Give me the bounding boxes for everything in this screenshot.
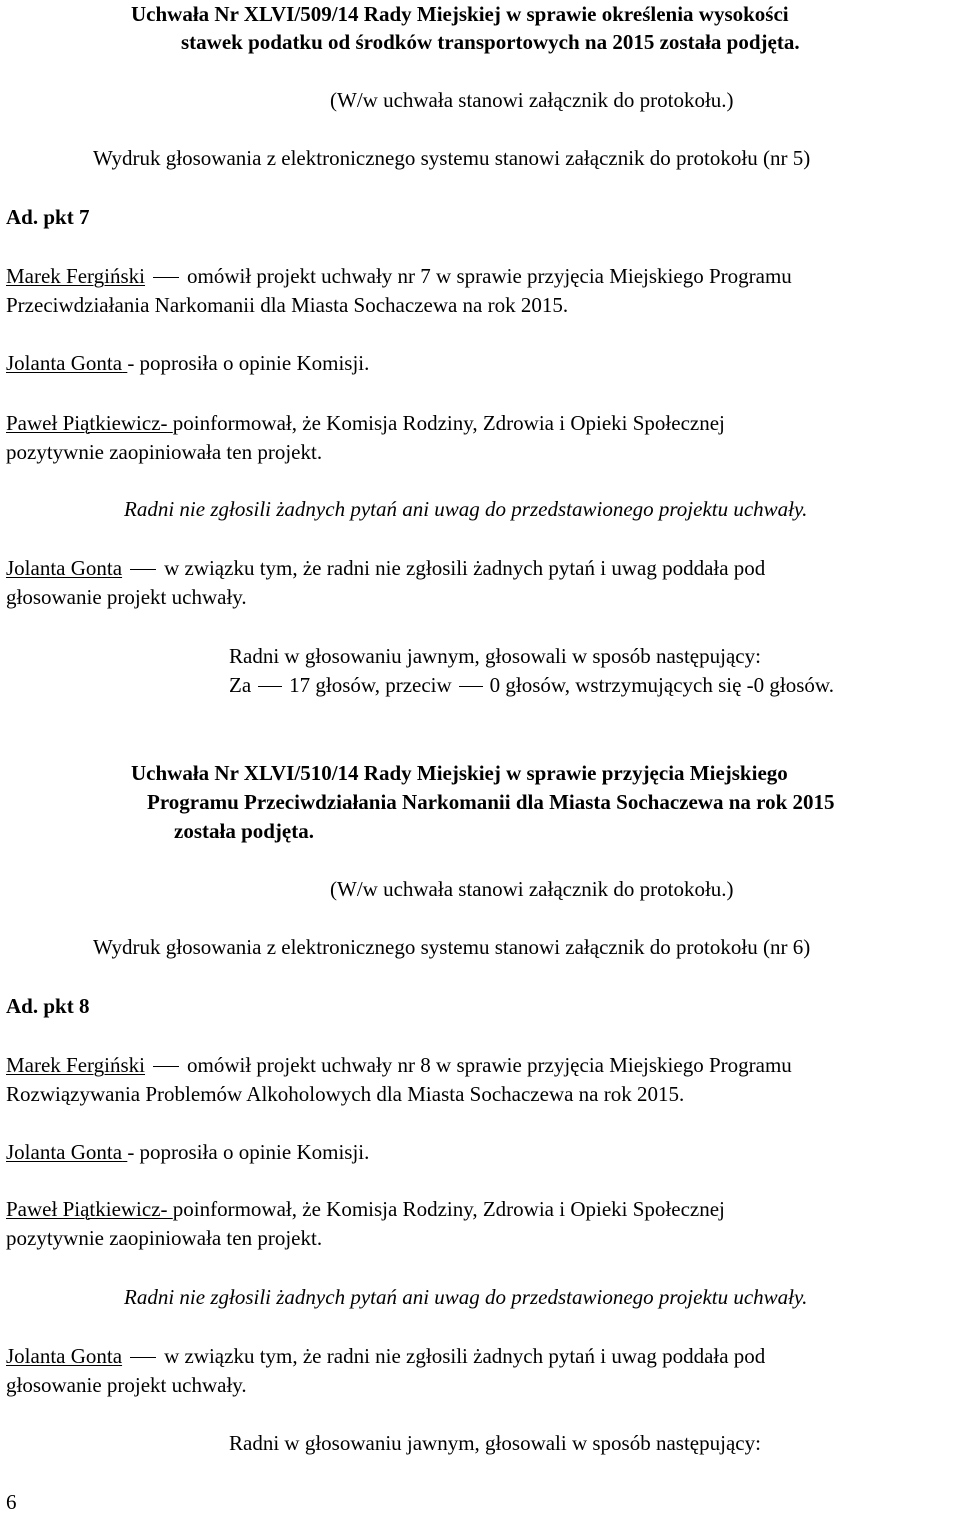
paragraph-text: - poprosiła o opinie Komisji. xyxy=(127,351,370,375)
paragraph-text: - poprosiła o opinie Komisji. xyxy=(127,1140,370,1164)
item-7-paragraph-1-line1 xyxy=(6,264,792,288)
item-7-paragraph-2 xyxy=(6,351,369,375)
item-8-vote-intro: Radni w głosowaniu jawnym, głosowali w sposób następujący: xyxy=(229,1431,761,1455)
vote-abstain: 0 głosów, wstrzymujących się -0 głosów. xyxy=(489,673,834,697)
speaker-name: Marek Fergiński xyxy=(6,264,146,288)
paragraph-text: w związku tym, że radni nie zgłosili żadnych pytań i uwag poddała pod xyxy=(164,1344,766,1368)
speaker-name: Paweł Piątkiewicz- xyxy=(6,411,168,435)
paragraph-text: w związku tym, że radni nie zgłosili żadnych pytań i uwag poddała pod xyxy=(164,556,766,580)
page-number: 6 xyxy=(6,1490,17,1514)
resolution-510-title-line3: została podjęta. xyxy=(174,819,314,843)
vote-for-against: 17 głosów, przeciw xyxy=(289,673,452,697)
item-8-paragraph-4-line1 xyxy=(6,1344,765,1368)
paragraph-text: poinformował, że Komisja Rodziny, Zdrowia i Opieki Społecznej xyxy=(172,1197,725,1221)
item-7-paragraph-4-line2: głosowanie projekt uchwały. xyxy=(6,585,247,609)
item-8-paragraph-3-line2: pozytywnie zaopiniowała ten projekt. xyxy=(6,1226,323,1250)
item-8-paragraph-1-line2: Rozwiązywania Problemów Alkoholowych dla Miasta Sochaczewa na rok 2015. xyxy=(6,1082,685,1106)
annex-note: (W/w uchwała stanowi załącznik do protokołu.) xyxy=(330,88,734,112)
vote-za-label: Za xyxy=(229,673,252,697)
speaker-name: Jolanta Gonta xyxy=(6,351,123,375)
resolution-509-title-line1: Uchwała Nr XLVI/509/14 Rady Miejskiej w sprawie określenia wysokości xyxy=(131,2,789,26)
item-7-paragraph-4-line1 xyxy=(6,556,765,580)
printout-note: Wydruk głosowania z elektronicznego systemu stanowi załącznik do protokołu (nr 5) xyxy=(93,146,811,170)
paragraph-text: poinformował, że Komisja Rodziny, Zdrowia i Opieki Społecznej xyxy=(172,411,725,435)
item-7-no-questions: Radni nie zgłosili żadnych pytań ani uwag do przedstawionego projektu uchwały. xyxy=(124,497,808,521)
item-8-paragraph-3-line1 xyxy=(6,1197,725,1221)
item-8-paragraph-4-line2: głosowanie projekt uchwały. xyxy=(6,1373,247,1397)
item-7-vote-result xyxy=(229,673,834,697)
resolution-509-title-line2: stawek podatku od środków transportowych na 2015 została podjęta. xyxy=(181,30,800,54)
resolution-510-title-line2: Programu Przeciwdziałania Narkomanii dla Miasta Sochaczewa na rok 2015 xyxy=(147,790,835,814)
item-7-paragraph-3-line2: pozytywnie zaopiniowała ten projekt. xyxy=(6,440,323,464)
item-7-paragraph-3-line1 xyxy=(6,411,725,435)
speaker-name: Paweł Piątkiewicz- xyxy=(6,1197,168,1221)
item-8-no-questions: Radni nie zgłosili żadnych pytań ani uwag do przedstawionego projektu uchwały. xyxy=(124,1285,808,1309)
paragraph-text: omówił projekt uchwały nr 7 w sprawie przyjęcia Miejskiego Programu xyxy=(187,264,792,288)
annex-note: (W/w uchwała stanowi załącznik do protokołu.) xyxy=(330,877,734,901)
item-7-heading: Ad. pkt 7 xyxy=(6,205,90,229)
speaker-name: Jolanta Gonta xyxy=(6,556,123,580)
resolution-510-title-line1: Uchwała Nr XLVI/510/14 Rady Miejskiej w sprawie przyjęcia Miejskiego xyxy=(131,761,788,785)
speaker-name: Jolanta Gonta xyxy=(6,1140,123,1164)
item-7-vote-intro: Radni w głosowaniu jawnym, głosowali w sposób następujący: xyxy=(229,644,761,668)
item-8-heading: Ad. pkt 8 xyxy=(6,994,90,1018)
speaker-name: Jolanta Gonta xyxy=(6,1344,123,1368)
item-8-paragraph-2 xyxy=(6,1140,369,1164)
printout-note: Wydruk głosowania z elektronicznego systemu stanowi załącznik do protokołu (nr 6) xyxy=(93,935,811,959)
paragraph-text: omówił projekt uchwały nr 8 w sprawie przyjęcia Miejskiego Programu xyxy=(187,1053,792,1077)
item-8-paragraph-1-line1 xyxy=(6,1053,792,1077)
item-7-paragraph-1-line2: Przeciwdziałania Narkomanii dla Miasta Sochaczewa na rok 2015. xyxy=(6,293,569,317)
speaker-name: Marek Fergiński xyxy=(6,1053,146,1077)
